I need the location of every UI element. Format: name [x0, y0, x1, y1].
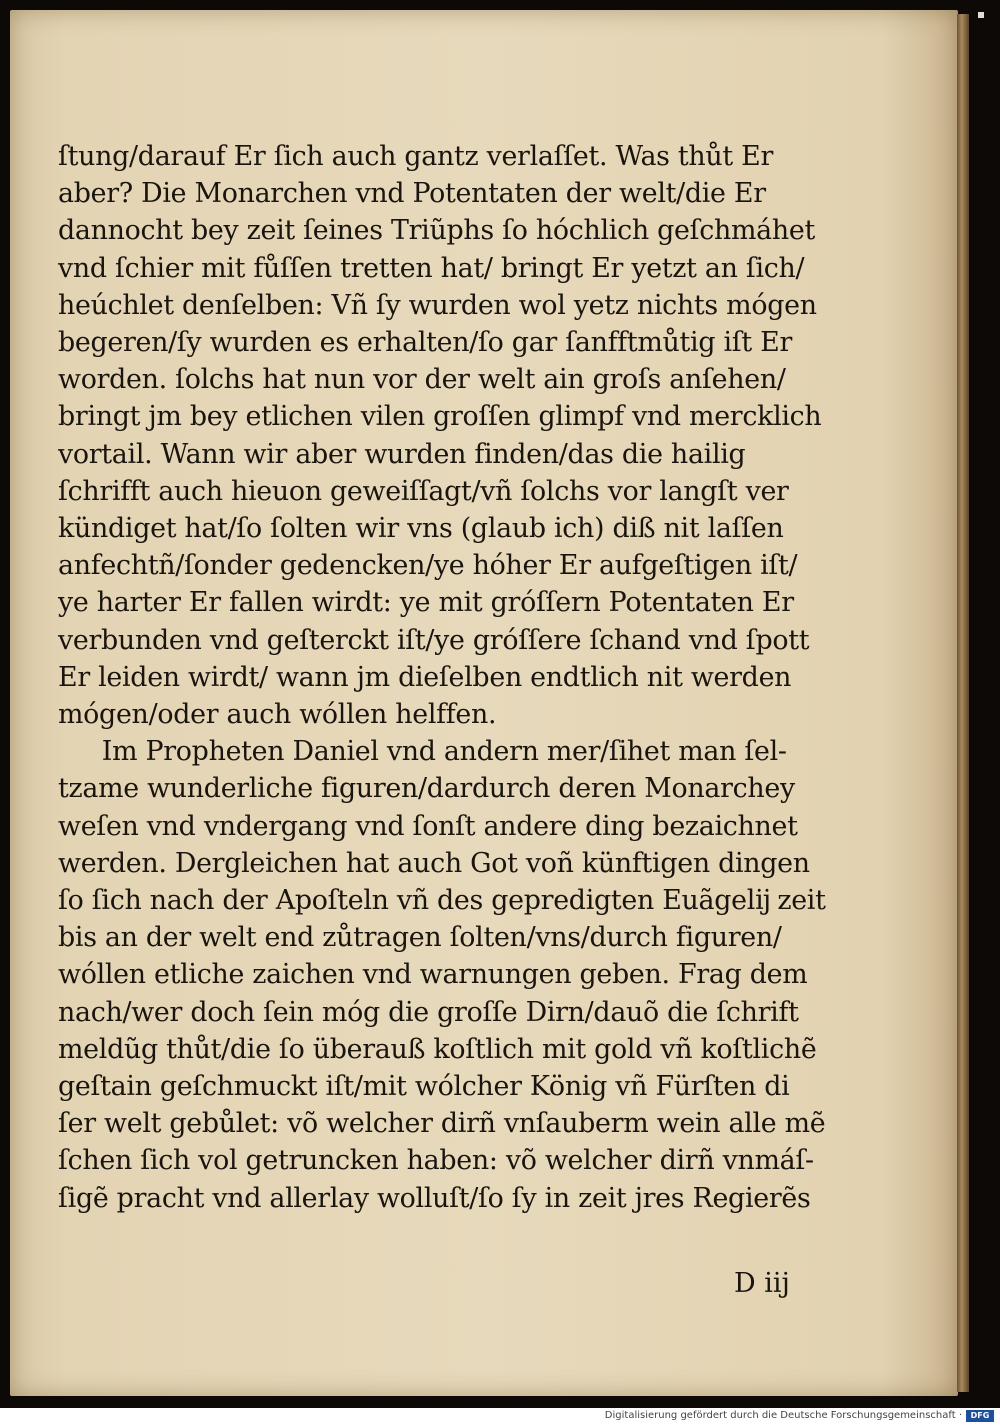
text-line-22: bis an der welt end zůtragen ſolten/vns/durch figuren/ [58, 922, 782, 954]
text-line-2: aber? Die Monarchen vnd Potentaten der welt/die Er [58, 178, 766, 210]
text-line-10: ſchrifft auch hieuon geweiſſagt/vñ ſolchs vor langſt ver [58, 475, 789, 507]
text-line-11: kündiget hat/ſo ſolten wir vns (glaub ich) diß nit laſſen [58, 513, 784, 545]
text-line-3: dannocht bey zeit ſeines Triũphs ſo hóchlich geſchmáhet [58, 215, 816, 247]
text-line-6: begeren/ſy wurden es erhalten/ſo gar ſanfftmůtig iſt Er [58, 327, 793, 359]
page-edge [957, 14, 969, 1392]
text-line-28: ſchen ſich vol getruncken haben: võ welcher dirñ vnmáſ- [58, 1145, 814, 1177]
text-line-25: meldũg thůt/die ſo überauß koſtlich mit gold vñ koſtlichẽ [58, 1033, 817, 1065]
text-line-15: Er leiden wirdt/ wann jm dieſelben endtlich nit werden [58, 661, 792, 693]
text-line-27: ſer welt gebůlet: võ welcher dirñ vnſauberm wein alle mẽ [58, 1108, 826, 1140]
text-line-17: Im Propheten Daniel vnd andern mer/ſihet man ſel- [101, 736, 787, 768]
text-line-19: weſen vnd vndergang vnd ſonſt andere ding bezaichnet [58, 810, 798, 842]
text-line-16: mógen/oder auch wóllen helffen. [58, 699, 497, 731]
text-line-1: ſtung/darauf Er ſich auch gantz verlaſſet. Was thůt Er [58, 141, 774, 172]
text-line-21: ſo ſich nach der Apoſteln vñ des gepredigten Euãgelĳ zeit [58, 885, 826, 917]
corner-mark [978, 12, 984, 18]
text-line-9: vortail. Wann wir aber wurden finden/das die hailig [58, 438, 746, 470]
footer-bar [0, 1408, 1000, 1426]
text-line-26: geſtain geſchmuckt iſt/mit wólcher König vñ Fürſten di [58, 1071, 790, 1103]
text-line-18: tzame wunderliche figuren/dardurch deren Monarchey [58, 773, 795, 805]
text-line-8: bringt jm bey etlichen vilen groſſen glimpf vnd mercklich [58, 401, 822, 433]
dfg-logo[interactable]: DFG [966, 1410, 994, 1422]
text-line-24: nach/wer doch ſein móg die groſſe Dirn/dauõ die ſchrift [58, 996, 799, 1028]
text-line-20: werden. Dergleichen hat auch Got voñ künftigen dingen [58, 847, 810, 879]
text-line-14: verbunden vnd geſterckt iſt/ye gróſſere ſchand vnd ſpott [58, 624, 810, 656]
signature-mark: D iij [734, 1268, 790, 1299]
text-line-4: vnd ſchier mit fůſſen tretten hat/ bringt Er yetzt an ſich/ [58, 252, 805, 284]
text-line-13: ye harter Er fallen wirdt: ye mit gróſſern Potentaten Er [58, 587, 794, 619]
text-line-23: wóllen etliche zaichen vnd warnungen geben. Frag dem [58, 959, 808, 991]
text-line-29: ſigẽ pracht vnd allerlay wolluſt/ſo ſy in zeit jres Regierẽs [58, 1182, 811, 1214]
text-line-7: worden. ſolchs hat nun vor der welt ain groſs anſehen/ [58, 364, 786, 396]
footer-credit: Digitalisierung gefördert durch die Deutsche Forschungsgemeinschaft · [604, 1410, 962, 1421]
text-line-12: anfechtñ/ſonder gedencken/ye hóher Er aufgeſtigen iſt/ [58, 550, 798, 582]
body-text [58, 138, 868, 1217]
text-line-5: heúchlet denſelben: Vñ ſy wurden wol yetz nichts mógen [58, 289, 817, 321]
